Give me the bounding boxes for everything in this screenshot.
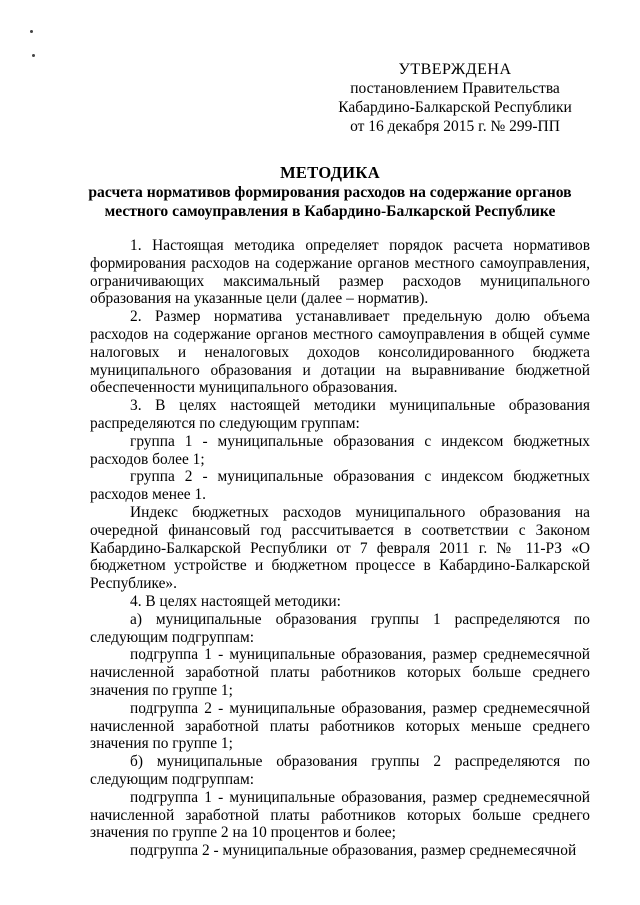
paragraph: б) муниципальные образования группы 2 распределяются по следующим подгруппам: [90, 753, 590, 788]
document-subtitle [60, 183, 600, 221]
paragraph: группа 2 - муниципальные образования с индексом бюджетных расходов менее 1. [90, 468, 590, 504]
approval-heading: УТВЕРЖДЕНА [398, 61, 512, 78]
paragraph: подгруппа 2 - муниципальные образования, размер среднемесячной начисленной заработной платы работников которых меньше среднего значения по группе 1; [90, 699, 590, 753]
subtitle-line: расчета нормативов формирования расходов на содержание органов [88, 184, 572, 201]
scan-speck [32, 54, 35, 57]
subtitle-line: местного самоуправления в Кабардино-Балкарской Республике [104, 203, 556, 220]
paragraph: подгруппа 1 - муниципальные образования, размер среднемесячной начисленной заработной платы работников которых больше среднего значения по группе 1; [90, 646, 590, 699]
paragraph: 1. Настоящая методика определяет порядок расчета нормативов формирования расходов на содержание органов местного самоуправления, ограничивающих максимальный размер расходов муниципального образования на указанные цели (далее – норматив). [90, 237, 590, 308]
approval-line: постановлением Правительства [350, 80, 560, 97]
approval-line: Кабардино-Балкарской Республики [338, 99, 572, 116]
paragraph: группа 1 - муниципальные образования с индексом бюджетных расходов более 1; [90, 432, 590, 468]
paragraph: 3. В целях настоящей методики муниципальные образования распределяются по следующим группам: [90, 397, 590, 432]
paragraph: подгруппа 1 - муниципальные образования, размер среднемесячной начисленной заработной платы работников которых больше среднего значения по группе 2 на 10 процентов и более; [90, 788, 590, 842]
approval-stamp [310, 60, 600, 136]
paragraph: подгруппа 2 - муниципальные образования, размер среднемесячной [130, 842, 577, 860]
approval-date: от 16 декабря 2015 г. № 299-ПП [350, 118, 560, 135]
document-body [90, 237, 590, 860]
document-title: МЕТОДИКА [280, 163, 380, 182]
paragraph: 2. Размер норматива устанавливает предельную долю объема расходов на содержание органов местного самоуправления в общей сумме налоговых и неналоговых доходов консолидированного бюджета муниципального образования и дотации на выравнивание бюджетной обеспеченности муниципального образования. [90, 308, 590, 397]
paragraph: 4. В целях настоящей методики: [130, 592, 341, 610]
scan-speck [30, 30, 33, 33]
paragraph: а) муниципальные образования группы 1 распределяются по следующим подгруппам: [90, 610, 590, 646]
paragraph: Индекс бюджетных расходов муниципального образования на очередной финансовый год рассчитывается в соответствии с Законом Кабардино-Балкарской Республики от 7 февраля 2011 г. № 11-РЗ «О бюджетном устройстве и бюджетном процессе в Кабардино-Балкарской Республике». [90, 503, 590, 593]
